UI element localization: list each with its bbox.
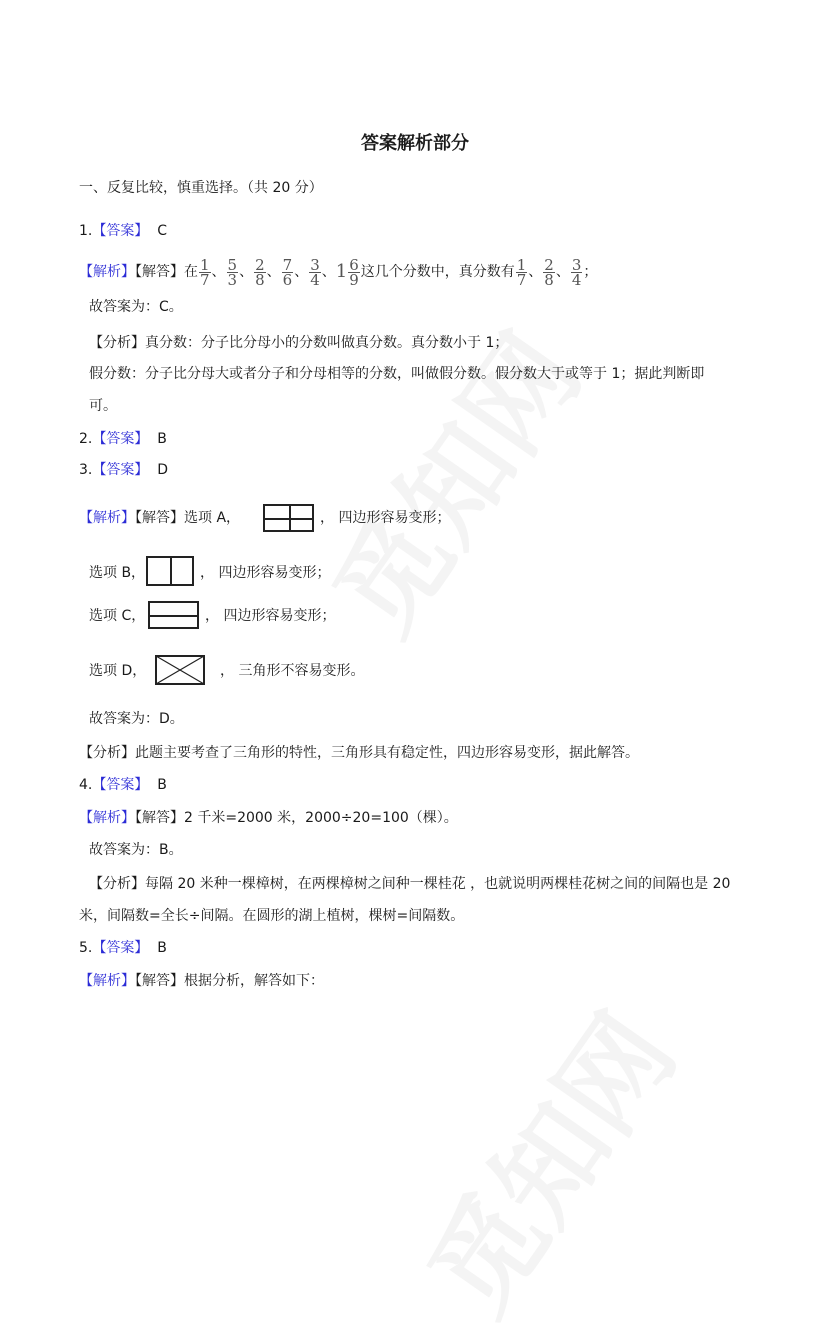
jieda-tag: 【解答】: [135, 973, 184, 989]
q2-answer: B: [157, 431, 167, 447]
fraction-denominator: 4: [571, 270, 582, 289]
q5-solution: 根据分析，解答如下：: [184, 973, 324, 989]
jieda-tag: 【解答】: [135, 264, 184, 280]
fraction-separator: 、: [294, 264, 309, 280]
q3-analysis-text: 此题主要考查了三角形的特性，三角形具有稳定性，四边形容易变形，据此解答。: [135, 745, 639, 761]
fraction-numerator: 6: [349, 255, 359, 274]
fraction-denominator: 8: [255, 270, 265, 289]
fraction-separator: 、: [528, 264, 543, 280]
q1-analysis-line2: 假分数：分子比分母大或者分子和分母相等的分数，叫做假分数。假分数大于或等于 1；据此判断即: [89, 366, 705, 382]
rectangle-quartered-figure: [263, 504, 314, 532]
page-title: 答案解析部分: [361, 133, 469, 154]
fraction: [254, 255, 266, 289]
fraction-numerator: 3: [310, 255, 320, 274]
fraction: [227, 255, 239, 289]
q4-answer: B: [157, 777, 167, 793]
q3-number: 3.: [79, 462, 93, 478]
q1-mid: 这几个分数中，真分数有: [360, 264, 515, 280]
fraction-denominator: 7: [200, 270, 210, 289]
q1-mixed-fraction: [348, 255, 360, 289]
q2-answer-line: [79, 429, 167, 449]
q1-analysis1: 真分数：分子比分母小的分数叫做真分数。真分数小于 1；: [145, 335, 509, 351]
q3-option-a-label: 选项 A，: [184, 510, 241, 526]
fraction-numerator: 2: [255, 255, 265, 274]
q3-option-d-label: 选项 D，: [89, 663, 147, 679]
q4-analysis-line2: 米，间隔数=全长÷间隔。在圆形的湖上植树，棵树=间隔数。: [79, 908, 465, 924]
q4-solution: 2 千米=2000 米，2000÷20=100（棵）。: [184, 810, 458, 826]
fenxi-tag: 【分析】: [89, 335, 145, 351]
fraction-denominator: 6: [282, 270, 293, 289]
q3-option-a-line: [79, 508, 240, 528]
fraction-denominator: 9: [349, 270, 359, 289]
fraction-denominator: 8: [544, 270, 554, 289]
jiexi-tag: 【解析】: [79, 973, 135, 989]
jieda-tag: 【解答】: [135, 510, 184, 526]
q5-number: 5.: [79, 940, 93, 956]
q2-number: 2.: [79, 431, 93, 447]
fraction-denominator: 4: [310, 270, 320, 289]
q4-number: 4.: [79, 777, 93, 793]
q1-sep: 、: [321, 264, 336, 280]
q1-answer: C: [157, 223, 168, 239]
q4-conclusion: 故答案为：B。: [89, 842, 183, 858]
q5-answer-line: [79, 938, 167, 958]
q5-answer: B: [157, 940, 167, 956]
q3-option-c-text: ， 四边形容易变形；: [205, 608, 336, 624]
fraction-numerator: 2: [544, 255, 554, 274]
fraction-separator: 、: [239, 264, 254, 280]
fraction-denominator: 7: [516, 270, 527, 289]
section-heading: 一、反复比较，慎重选择。（共 20 分）: [79, 180, 323, 196]
fraction-denominator: 3: [227, 270, 238, 289]
q4-analysis-line1: [89, 874, 730, 894]
q3-answer: D: [157, 462, 169, 478]
fraction: [199, 255, 211, 289]
q3-option-c-label: 选项 C，: [89, 608, 146, 624]
jiexi-tag: 【解析】: [79, 510, 135, 526]
q3-option-a-text: ， 四边形容易变形；: [320, 510, 451, 526]
q3-option-b-label: 选项 B，: [89, 565, 146, 581]
answer-tag: 【答案】: [92, 462, 149, 478]
fraction-numerator: 1: [200, 255, 210, 274]
watermark-bottom: [386, 979, 705, 1339]
q1-number: 1.: [79, 223, 93, 239]
fraction: [516, 255, 528, 289]
q3-analysis: [79, 743, 639, 763]
answer-tag: 【答案】: [92, 940, 149, 956]
q1-analysis-line1: [89, 333, 508, 353]
answer-tag: 【答案】: [92, 777, 149, 793]
fraction-numerator: 1: [516, 255, 527, 274]
q1-analysis-line3: 可。: [89, 398, 117, 414]
jieda-tag: 【解答】: [135, 810, 184, 826]
q1-prefix: 在: [184, 264, 198, 280]
answer-tag: 【答案】: [92, 431, 149, 447]
rectangle-diagonals-figure: [155, 655, 205, 685]
fraction-separator: 、: [555, 264, 570, 280]
fraction: [309, 255, 321, 289]
q3-option-b-text: ， 四边形容易变形；: [200, 565, 331, 581]
rectangle-vertical-split-figure: [146, 556, 194, 586]
fenxi-tag: 【分析】: [89, 876, 145, 892]
fenxi-tag: 【分析】: [79, 745, 135, 761]
fraction-numerator: 3: [571, 255, 582, 274]
q1-proper-fractions: [515, 255, 584, 289]
q1-conclusion: 故答案为：C。: [89, 299, 183, 315]
q1-all-fractions: [198, 255, 322, 289]
jiexi-tag: 【解析】: [79, 264, 135, 280]
q4-solution-line: [79, 808, 458, 828]
q5-solution-line: [79, 971, 324, 991]
q4-answer-line: [79, 775, 167, 795]
jiexi-tag: 【解析】: [79, 810, 135, 826]
answer-tag: 【答案】: [92, 223, 149, 239]
q1-mixed-whole: 1: [335, 261, 348, 282]
q3-conclusion: 故答案为：D。: [89, 711, 184, 727]
fraction-separator: 、: [266, 264, 281, 280]
q1-solution-line: [79, 257, 597, 287]
q1-answer-line: [79, 221, 167, 241]
fraction-numerator: 5: [227, 255, 238, 274]
q3-option-d-text: ， 三角形不容易变形。: [220, 663, 365, 679]
q3-answer-line: [79, 460, 168, 480]
fraction: [282, 255, 294, 289]
q4-analysis1: 每隔 20 米种一棵樟树，在两棵樟树之间种一棵桂花 ，也就说明两棵桂花树之间的间隔也是 20: [145, 876, 731, 892]
fraction-separator: 、: [211, 264, 226, 280]
q1-end: ；: [583, 264, 598, 280]
fraction-numerator: 7: [282, 255, 293, 274]
fraction: [571, 255, 583, 289]
fraction: [543, 255, 555, 289]
rectangle-horizontal-split-figure: [148, 601, 199, 629]
